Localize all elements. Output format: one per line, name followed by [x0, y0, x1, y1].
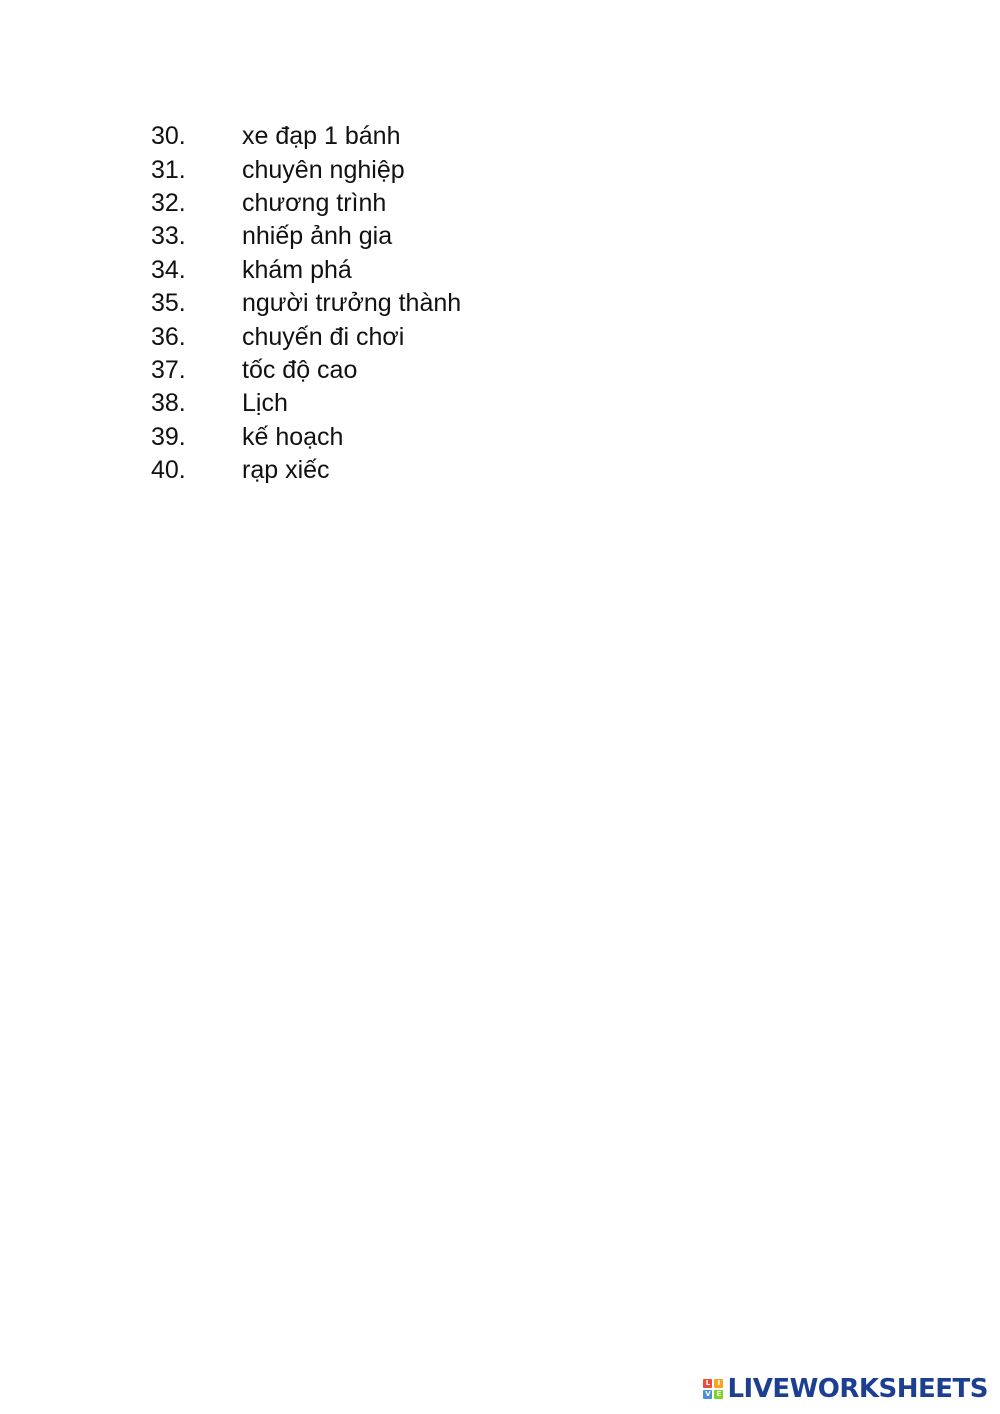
logo-tile-l: L — [703, 1379, 712, 1388]
item-number: 33. — [151, 222, 186, 251]
item-number: 36. — [151, 322, 186, 351]
item-text: khám phá — [242, 255, 352, 284]
item-number: 38. — [151, 389, 186, 418]
item-text: chuyến đi chơi — [242, 322, 405, 351]
item-text: chương trình — [242, 188, 387, 217]
item-number: 35. — [151, 289, 186, 318]
list-item — [151, 421, 461, 454]
item-text: chuyên nghiệp — [242, 155, 405, 184]
item-text: người trưởng thành — [242, 289, 462, 318]
list-item — [151, 220, 461, 253]
liveworksheets-logo-text: LIVEWORKSHEETS — [727, 1374, 988, 1404]
item-number: 32. — [151, 188, 186, 217]
list-item — [151, 254, 461, 287]
liveworksheets-logo — [703, 1374, 988, 1404]
item-text: tốc độ cao — [242, 355, 358, 384]
item-text: nhiếp ảnh gia — [242, 222, 393, 251]
logo-tile-i: I — [714, 1379, 723, 1388]
list-item — [151, 287, 461, 320]
list-item — [151, 120, 461, 153]
list-item — [151, 320, 461, 353]
list-item — [151, 387, 461, 420]
item-text: kế hoạch — [242, 422, 344, 451]
item-number: 40. — [151, 456, 186, 485]
liveworksheets-logo-icon — [703, 1379, 723, 1399]
logo-tile-v: V — [705, 1390, 711, 1398]
item-number: 31. — [151, 155, 186, 184]
logo-tile-e: E — [714, 1390, 723, 1399]
item-text: rạp xiếc — [242, 456, 330, 485]
item-number: 34. — [151, 255, 186, 284]
list-item — [151, 187, 461, 220]
word-list — [151, 120, 461, 487]
list-item — [151, 354, 461, 387]
item-text: xe đạp 1 bánh — [242, 122, 401, 151]
list-item — [151, 454, 461, 487]
item-number: 37. — [151, 355, 186, 384]
item-number: 39. — [151, 422, 186, 451]
item-number: 30. — [151, 122, 186, 151]
list-item — [151, 153, 461, 186]
item-text: Lịch — [242, 389, 288, 418]
